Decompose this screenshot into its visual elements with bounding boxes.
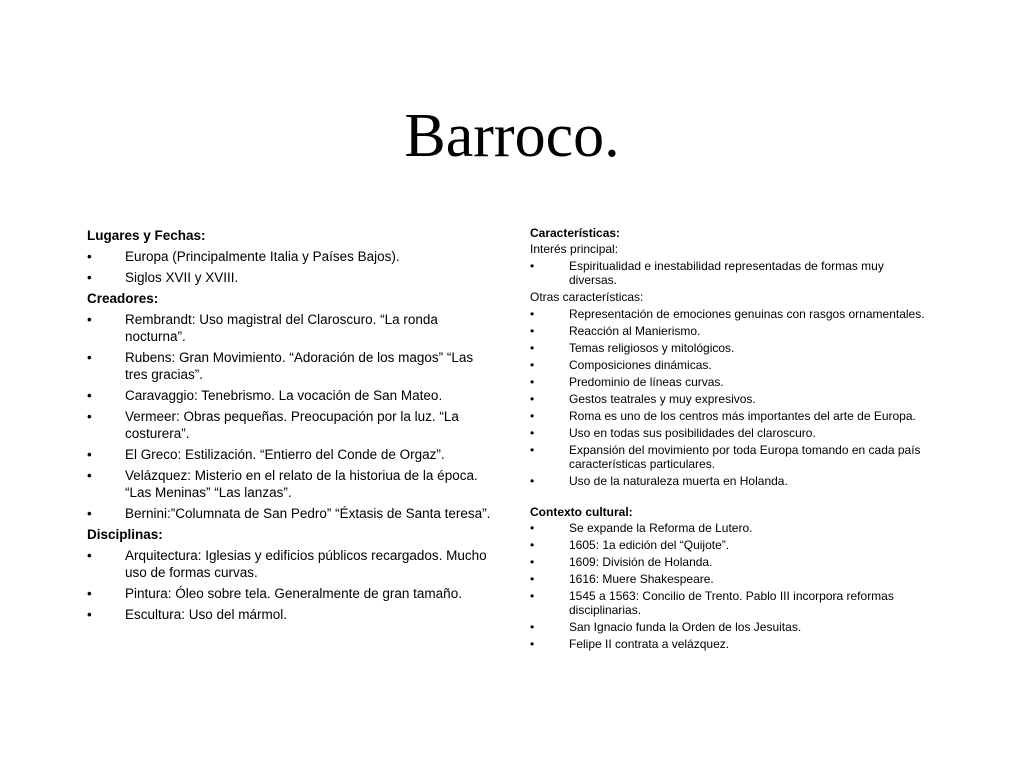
list-item-text: Rubens: Gran Movimiento. “Adoración de los magos” “Las tres gracias”. [125, 350, 474, 382]
list-item-text: Roma es uno de los centros más importantes del arte de Europa. [569, 409, 916, 423]
list-item [87, 446, 497, 463]
list-item [530, 324, 930, 338]
list-item [530, 426, 930, 440]
list-item [530, 620, 930, 634]
bullet-list [87, 547, 497, 623]
bullet-icon: • [87, 409, 92, 424]
section-heading: Contexto cultural: [530, 505, 633, 519]
list-item-text: Espiritualidad e inestabilidad representadas de formas muy diversas. [569, 259, 884, 287]
list-item-text: 1545 a 1563: Concilio de Trento. Pablo III incorpora reformas disciplinarias. [569, 589, 894, 617]
bullet-icon: • [87, 312, 92, 327]
section-spacer [530, 491, 930, 505]
list-item-text: 1605: 1a edición del “Quijote”. [569, 538, 730, 552]
list-item [530, 521, 930, 535]
list-item [87, 349, 497, 383]
list-item [87, 547, 497, 581]
list-item [87, 248, 497, 265]
subheading-principal: Interés principal: [530, 242, 619, 256]
list-item [87, 505, 497, 522]
section-lugares [87, 227, 497, 286]
bullet-icon: • [530, 307, 535, 321]
list-item [530, 409, 930, 423]
bullet-icon: • [530, 392, 535, 406]
bullet-icon: • [530, 443, 535, 457]
list-item [530, 572, 930, 586]
list-item-text: Escultura: Uso del mármol. [125, 607, 288, 622]
bullet-list [530, 521, 930, 651]
list-item-text: Europa (Principalmente Italia y Países Bajos). [125, 249, 400, 264]
list-item-text: Velázquez: Misterio en el relato de la historiua de la época. “Las Meninas” “Las lanzas”. [125, 468, 478, 500]
section-heading: Características: [530, 226, 621, 240]
list-item [530, 589, 930, 617]
list-item [530, 392, 930, 406]
list-item-text: Rembrandt: Uso magistral del Claroscuro. “La ronda nocturna”. [125, 312, 438, 344]
list-item [530, 443, 930, 471]
list-item [87, 387, 497, 404]
list-item-text: Expansión del movimiento por toda Europa tomando en cada país características particulares. [569, 443, 921, 471]
list-item-text: San Ignacio funda la Orden de los Jesuitas. [569, 620, 802, 634]
bullet-icon: • [530, 589, 535, 603]
bullet-icon: • [87, 447, 92, 462]
bullet-icon: • [87, 607, 92, 622]
list-item [530, 341, 930, 355]
list-item-text: Uso de la naturaleza muerta en Holanda. [569, 474, 788, 488]
list-item [87, 269, 497, 286]
list-item [87, 606, 497, 623]
list-item-text: Temas religiosos y mitológicos. [569, 341, 735, 355]
bullet-icon: • [87, 506, 92, 521]
list-item-text: Gestos teatrales y muy expresivos. [569, 392, 756, 406]
list-item-text: Siglos XVII y XVIII. [125, 270, 239, 285]
list-item-text: Pintura: Óleo sobre tela. Generalmente de gran tamaño. [125, 586, 462, 601]
list-item-text: Caravaggio: Tenebrismo. La vocación de San Mateo. [125, 388, 443, 403]
list-item-text: Predominio de líneas curvas. [569, 375, 724, 389]
bullet-icon: • [530, 474, 535, 488]
bullet-icon: • [87, 586, 92, 601]
bullet-icon: • [87, 468, 92, 483]
section-heading: Disciplinas: [87, 527, 163, 542]
list-item-text: Felipe II contrata a velázquez. [569, 637, 730, 651]
list-item-text: Uso en todas sus posibilidades del claroscuro. [569, 426, 816, 440]
section-caracteristicas [530, 226, 930, 488]
list-item [87, 311, 497, 345]
list-item-text: El Greco: Estilización. “Entierro del Conde de Orgaz”. [125, 447, 445, 462]
bullet-icon: • [530, 521, 535, 535]
bullet-icon: • [530, 375, 535, 389]
bullet-icon: • [530, 341, 535, 355]
right-column [530, 226, 930, 654]
bullet-icon: • [530, 426, 535, 440]
section-heading: Creadores: [87, 291, 159, 306]
section-disciplinas [87, 526, 497, 623]
list-item-text: Se expande la Reforma de Lutero. [569, 521, 753, 535]
list-item [530, 538, 930, 552]
bullet-icon: • [530, 259, 535, 273]
left-column [87, 227, 497, 627]
list-item [87, 408, 497, 442]
bullet-list [530, 259, 930, 287]
list-item-text: Reacción al Manierismo. [569, 324, 701, 338]
list-item-text: Bernini:”Columnata de San Pedro” “Éxtasis de Santa teresa”. [125, 506, 491, 521]
list-item-text: Representación de emociones genuinas con rasgos ornamentales. [569, 307, 925, 321]
bullet-icon: • [87, 388, 92, 403]
bullet-icon: • [530, 324, 535, 338]
list-item [87, 467, 497, 501]
list-item [530, 555, 930, 569]
section-heading: Lugares y Fechas: [87, 228, 206, 243]
bullet-icon: • [530, 409, 535, 423]
bullet-icon: • [530, 555, 535, 569]
list-item [530, 259, 930, 287]
list-item [87, 585, 497, 602]
bullet-icon: • [530, 358, 535, 372]
list-item-text: 1616: Muere Shakespeare. [569, 572, 714, 586]
bullet-icon: • [87, 270, 92, 285]
bullet-icon: • [530, 637, 535, 651]
bullet-list [87, 248, 497, 286]
list-item [530, 375, 930, 389]
list-item-text: Composiciones dinámicas. [569, 358, 712, 372]
slide-title: Barroco. [404, 102, 620, 170]
bullet-icon: • [530, 538, 535, 552]
bullet-icon: • [530, 620, 535, 634]
bullet-icon: • [87, 350, 92, 365]
bullet-list [87, 311, 497, 522]
list-item [530, 358, 930, 372]
list-item [530, 637, 930, 651]
list-item-text: Vermeer: Obras pequeñas. Preocupación por la luz. “La costurera”. [125, 409, 459, 441]
bullet-icon: • [87, 548, 92, 563]
bullet-icon: • [87, 249, 92, 264]
list-item [530, 307, 930, 321]
subheading-otras: Otras características: [530, 290, 644, 304]
section-contexto [530, 505, 930, 651]
list-item-text: 1609: División de Holanda. [569, 555, 713, 569]
section-creadores [87, 290, 497, 522]
list-item-text: Arquitectura: Iglesias y edificios públicos recargados. Mucho uso de formas curvas. [125, 548, 487, 580]
list-item [530, 474, 930, 488]
bullet-list [530, 307, 930, 488]
bullet-icon: • [530, 572, 535, 586]
